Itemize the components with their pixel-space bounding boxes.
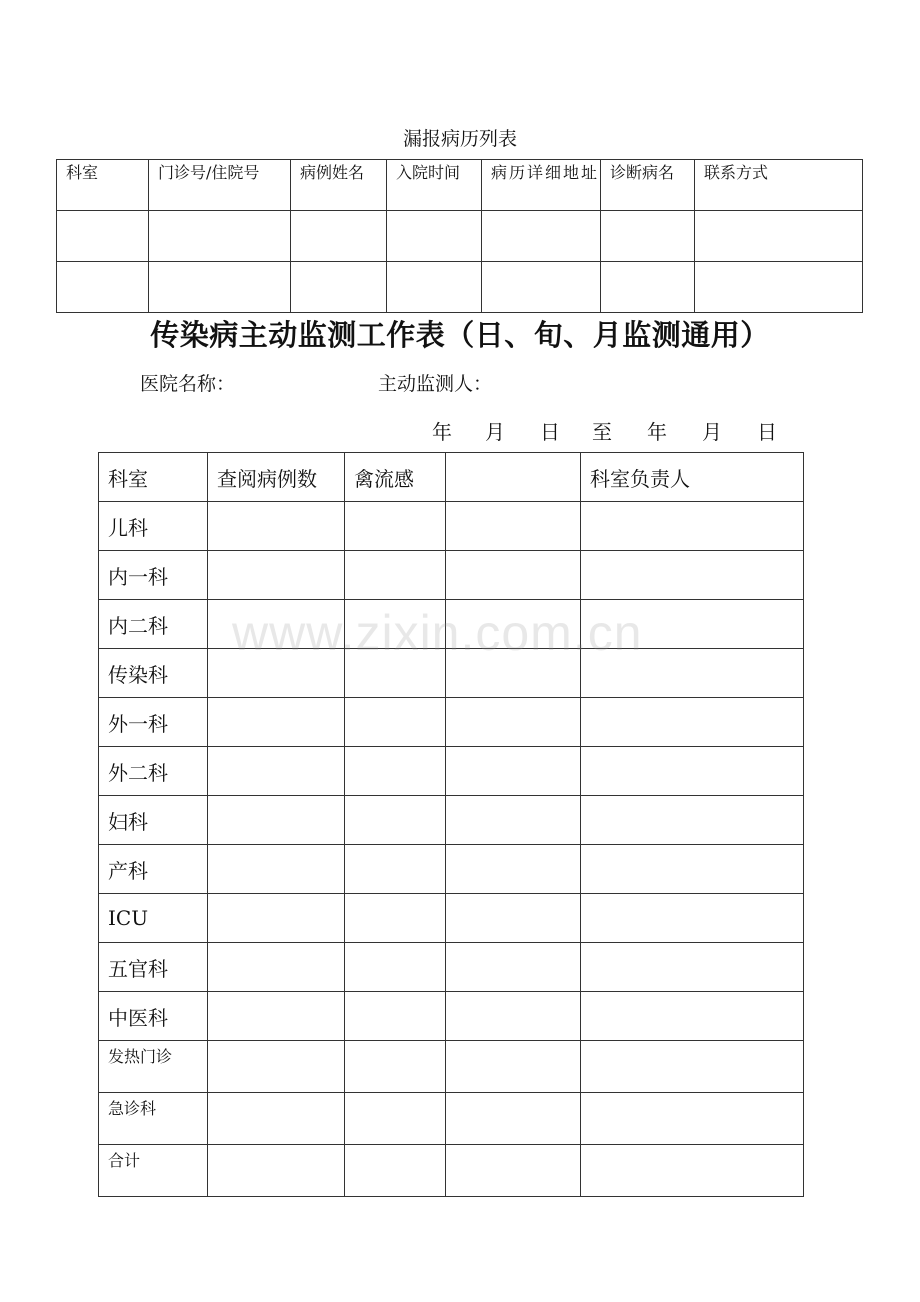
department-cell: 中医科 bbox=[99, 992, 208, 1041]
table-row bbox=[99, 1093, 804, 1145]
empty-cell[interactable] bbox=[208, 943, 345, 992]
header-cell: 诊断病名 bbox=[601, 160, 695, 211]
header-cell: 门诊号/住院号 bbox=[149, 160, 291, 211]
table-row bbox=[99, 698, 804, 747]
empty-cell[interactable] bbox=[149, 211, 291, 262]
empty-cell[interactable] bbox=[446, 992, 581, 1041]
empty-cell[interactable] bbox=[345, 894, 446, 943]
empty-cell[interactable] bbox=[208, 1041, 345, 1093]
empty-cell[interactable] bbox=[345, 600, 446, 649]
empty-cell[interactable] bbox=[345, 649, 446, 698]
missed-report-table bbox=[56, 159, 863, 313]
date-year-end: 年 bbox=[647, 420, 667, 444]
department-cell: ICU bbox=[99, 894, 208, 943]
empty-cell[interactable] bbox=[446, 1041, 581, 1093]
table-row bbox=[99, 796, 804, 845]
empty-cell[interactable] bbox=[581, 845, 804, 894]
empty-cell[interactable] bbox=[482, 262, 601, 313]
date-day-end: 日 bbox=[757, 420, 777, 444]
table-row bbox=[99, 600, 804, 649]
empty-cell[interactable] bbox=[581, 796, 804, 845]
department-cell: 儿科 bbox=[99, 502, 208, 551]
header-cell: 科室负责人 bbox=[581, 453, 804, 502]
department-cell: 产科 bbox=[99, 845, 208, 894]
empty-cell[interactable] bbox=[482, 211, 601, 262]
empty-cell[interactable] bbox=[446, 649, 581, 698]
empty-cell[interactable] bbox=[446, 747, 581, 796]
empty-cell[interactable] bbox=[581, 943, 804, 992]
empty-cell[interactable] bbox=[291, 211, 387, 262]
header-cell bbox=[446, 453, 581, 502]
table-row bbox=[99, 1041, 804, 1093]
empty-cell[interactable] bbox=[208, 894, 345, 943]
empty-cell[interactable] bbox=[345, 1145, 446, 1197]
empty-cell[interactable] bbox=[446, 1093, 581, 1145]
empty-cell[interactable] bbox=[581, 992, 804, 1041]
table-row bbox=[99, 943, 804, 992]
empty-cell[interactable] bbox=[208, 992, 345, 1041]
empty-cell[interactable] bbox=[208, 845, 345, 894]
empty-cell[interactable] bbox=[695, 262, 863, 313]
empty-cell[interactable] bbox=[345, 551, 446, 600]
date-year-start: 年 bbox=[432, 420, 452, 444]
empty-cell[interactable] bbox=[208, 600, 345, 649]
empty-cell[interactable] bbox=[446, 600, 581, 649]
department-cell: 内一科 bbox=[99, 551, 208, 600]
department-cell: 合计 bbox=[99, 1145, 208, 1197]
empty-cell[interactable] bbox=[345, 747, 446, 796]
empty-cell[interactable] bbox=[57, 262, 149, 313]
header-cell: 病历详细地址 bbox=[482, 160, 601, 211]
watermark: www.zixin.com.cn bbox=[232, 605, 643, 661]
table-row bbox=[99, 992, 804, 1041]
empty-cell[interactable] bbox=[581, 502, 804, 551]
header-cell: 禽流感 bbox=[345, 453, 446, 502]
empty-cell[interactable] bbox=[208, 1145, 345, 1197]
empty-cell[interactable] bbox=[345, 502, 446, 551]
missed-report-title: 漏报病历列表 bbox=[402, 128, 517, 150]
empty-cell[interactable] bbox=[446, 698, 581, 747]
department-cell: 外二科 bbox=[99, 747, 208, 796]
empty-cell[interactable] bbox=[601, 262, 695, 313]
monitor-person-label: 主动监测人： bbox=[378, 373, 493, 395]
header-cell: 科室 bbox=[99, 453, 208, 502]
table-row bbox=[99, 845, 804, 894]
hospital-name-label: 医院名称： bbox=[140, 373, 236, 395]
date-month-start: 月 bbox=[485, 420, 505, 444]
empty-cell[interactable] bbox=[581, 649, 804, 698]
empty-cell[interactable] bbox=[446, 796, 581, 845]
empty-cell[interactable] bbox=[345, 845, 446, 894]
empty-cell[interactable] bbox=[208, 747, 345, 796]
empty-cell[interactable] bbox=[345, 992, 446, 1041]
date-month-end: 月 bbox=[702, 420, 722, 444]
header-cell: 查阅病例数 bbox=[208, 453, 345, 502]
empty-cell[interactable] bbox=[345, 796, 446, 845]
table-row bbox=[99, 747, 804, 796]
header-cell: 入院时间 bbox=[387, 160, 482, 211]
empty-cell[interactable] bbox=[208, 796, 345, 845]
empty-cell[interactable] bbox=[446, 894, 581, 943]
empty-cell[interactable] bbox=[581, 551, 804, 600]
date-range bbox=[432, 416, 777, 445]
header-cell: 科室 bbox=[57, 160, 149, 211]
header-cell: 联系方式 bbox=[695, 160, 863, 211]
empty-cell[interactable] bbox=[345, 698, 446, 747]
empty-cell[interactable] bbox=[581, 600, 804, 649]
empty-cell[interactable] bbox=[57, 211, 149, 262]
empty-cell[interactable] bbox=[387, 211, 482, 262]
table-row bbox=[99, 1145, 804, 1197]
empty-cell[interactable] bbox=[208, 551, 345, 600]
empty-cell[interactable] bbox=[695, 211, 863, 262]
table-row bbox=[57, 211, 863, 262]
empty-cell[interactable] bbox=[581, 1093, 804, 1145]
department-cell: 内二科 bbox=[99, 600, 208, 649]
table-row bbox=[99, 649, 804, 698]
empty-cell[interactable] bbox=[345, 943, 446, 992]
table-row bbox=[99, 502, 804, 551]
empty-cell[interactable] bbox=[581, 894, 804, 943]
department-cell: 外一科 bbox=[99, 698, 208, 747]
empty-cell[interactable] bbox=[446, 551, 581, 600]
empty-cell[interactable] bbox=[581, 698, 804, 747]
date-day-start: 日 bbox=[540, 420, 560, 444]
table-row bbox=[99, 551, 804, 600]
empty-cell[interactable] bbox=[581, 747, 804, 796]
department-cell: 急诊科 bbox=[99, 1093, 208, 1145]
empty-cell[interactable] bbox=[345, 1093, 446, 1145]
department-cell: 传染科 bbox=[99, 649, 208, 698]
date-to: 至 bbox=[592, 420, 612, 444]
monitor-table bbox=[98, 452, 804, 1197]
table-row bbox=[57, 262, 863, 313]
department-cell: 五官科 bbox=[99, 943, 208, 992]
table-header-row bbox=[99, 453, 804, 502]
empty-cell[interactable] bbox=[387, 262, 482, 313]
empty-cell[interactable] bbox=[446, 1145, 581, 1197]
empty-cell[interactable] bbox=[601, 211, 695, 262]
empty-cell[interactable] bbox=[208, 649, 345, 698]
empty-cell[interactable] bbox=[208, 698, 345, 747]
empty-cell[interactable] bbox=[149, 262, 291, 313]
table-row bbox=[99, 894, 804, 943]
header-cell: 病例姓名 bbox=[291, 160, 387, 211]
empty-cell[interactable] bbox=[446, 943, 581, 992]
empty-cell[interactable] bbox=[446, 845, 581, 894]
empty-cell[interactable] bbox=[581, 1041, 804, 1093]
department-cell: 发热门诊 bbox=[99, 1041, 208, 1093]
empty-cell[interactable] bbox=[208, 1093, 345, 1145]
empty-cell[interactable] bbox=[291, 262, 387, 313]
empty-cell[interactable] bbox=[208, 502, 345, 551]
table-header-row bbox=[57, 160, 863, 211]
department-cell: 妇科 bbox=[99, 796, 208, 845]
empty-cell[interactable] bbox=[345, 1041, 446, 1093]
empty-cell[interactable] bbox=[581, 1145, 804, 1197]
empty-cell[interactable] bbox=[446, 502, 581, 551]
monitor-title: 传染病主动监测工作表（日、旬、月监测通用） bbox=[150, 318, 770, 352]
